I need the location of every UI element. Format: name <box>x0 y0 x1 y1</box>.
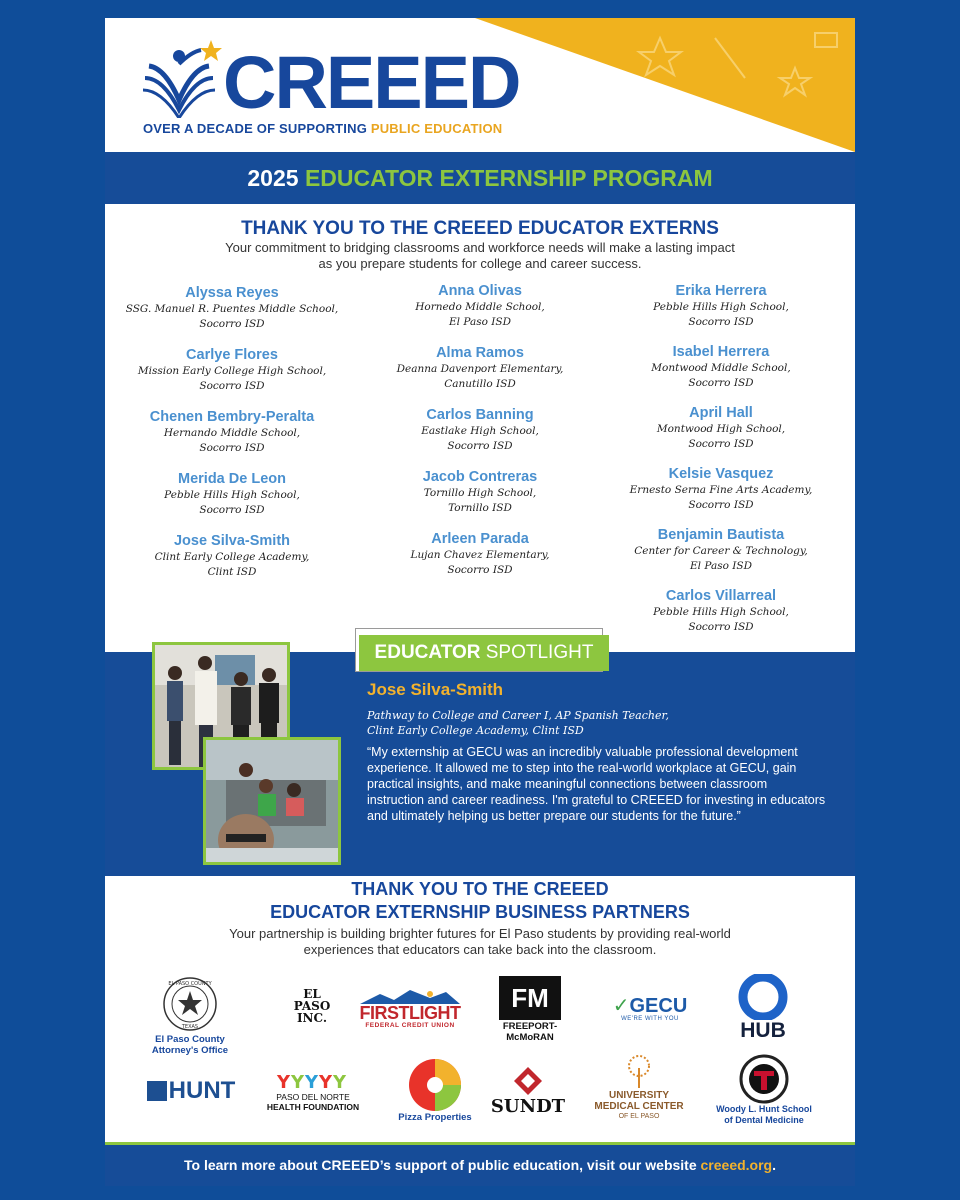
ttu-seal-icon <box>739 1054 789 1104</box>
extern-school: Hornedo Middle School, <box>415 301 545 313</box>
extern-school: Montwood High School, <box>656 423 786 435</box>
mountain-icon <box>360 990 460 1004</box>
gecu-check-icon: ✓ <box>612 995 630 1017</box>
extern-name: Benjamin Bautista <box>657 527 785 543</box>
partners-title-line1: THANK YOU TO THE CREEED <box>351 879 609 899</box>
tagline-accent: PUBLIC EDUCATION <box>370 121 503 136</box>
extern-entry <box>596 526 846 587</box>
extern-name: Merida De Leon <box>178 471 286 487</box>
extern-name: Jacob Contreras <box>422 469 538 485</box>
umc-tree-icon <box>624 1054 654 1090</box>
epc-line1: El Paso County <box>155 1034 225 1045</box>
extern-name: Carlye Flores <box>186 347 278 363</box>
program-band <box>105 152 855 204</box>
spotlight-role <box>367 708 807 738</box>
extern-district: Socorro ISD <box>447 564 513 576</box>
extern-entry <box>107 284 357 346</box>
svg-text:Y: Y <box>277 1072 291 1092</box>
svg-text:Y: Y <box>333 1072 347 1092</box>
extern-entry <box>107 532 357 594</box>
extern-school: Pebble Hills High School, <box>653 606 789 618</box>
tagline-main: OVER A DECADE OF SUPPORTING <box>143 121 371 136</box>
extern-name: Kelsie Vasquez <box>668 466 774 482</box>
svg-text:Y: Y <box>305 1072 319 1092</box>
svg-text:Y: Y <box>291 1072 305 1092</box>
freeport-logo <box>497 976 563 1043</box>
freeport-name <box>497 1021 563 1043</box>
hunt-lockup <box>141 1079 241 1103</box>
extern-district: Canutillo ISD <box>444 378 516 390</box>
spotlight-quote: “My externship at GECU was an incredibly valuable professional development experience. It allowed me to step into the real-world workplace at GECU, gain practical insights, and make meaningful connections between classroom instruction and career readiness. I'm grateful to CREEED for investing in educators and ultimately helping us better prepare our students for the future.” <box>367 745 826 823</box>
extern-district: Socorro ISD <box>688 621 754 633</box>
el-paso-county-logo <box>145 976 235 1056</box>
spotlight-badge-light: SPOTLIGHT <box>480 642 594 663</box>
partners-title <box>105 878 855 924</box>
gecu-name <box>599 996 701 1016</box>
svg-text:Y: Y <box>319 1072 333 1092</box>
extern-entry <box>596 465 846 526</box>
extern-name: Jose Silva-Smith <box>173 533 291 549</box>
footer <box>105 1142 855 1186</box>
pdn-line2: HEALTH FOUNDATION <box>266 1102 360 1112</box>
extern-name: Arleen Parada <box>431 531 529 547</box>
umc-line1: UNIVERSITY <box>608 1090 669 1101</box>
extern-school: Clint Early College Academy, <box>154 551 310 563</box>
extern-school: SSG. Manuel R. Puentes Middle School, <box>125 303 339 315</box>
pizza-properties-logo <box>385 1058 485 1123</box>
creeed-logo-text: CREEED <box>223 41 520 124</box>
hub-name: HUB <box>740 1019 786 1042</box>
externs-column-3 <box>596 282 846 648</box>
extern-entry <box>355 530 605 592</box>
spotlight-role-line1: Pathway to College and Career I, AP Spanish Teacher, <box>367 709 670 722</box>
partners-title-line2: EDUCATOR EXTERNSHIP BUSINESS PARTNERS <box>270 902 690 922</box>
spotlight-badge-bold: EDUCATOR <box>374 642 481 663</box>
footer-end: . <box>772 1157 776 1173</box>
extern-entry <box>596 282 846 343</box>
extern-entry <box>107 470 357 532</box>
extern-school: Pebble Hills High School, <box>164 489 300 501</box>
elpasoinc-line1: EL <box>303 987 321 1001</box>
elpasoinc-line3: INC. <box>296 1011 328 1025</box>
extern-district: Clint ISD <box>207 566 257 578</box>
firstlight-logo <box>358 990 462 1029</box>
firstlight-name: FIRSTLIGHT <box>359 1003 461 1023</box>
freeport-line1: FREEPORT- <box>502 1021 558 1032</box>
extern-entry <box>596 343 846 404</box>
pdn-line1: PASO DEL NORTE <box>276 1092 350 1102</box>
spotlight-name: Jose Silva-Smith <box>367 680 504 699</box>
pizza-slice-icon <box>405 1058 465 1112</box>
extern-entry <box>596 587 846 648</box>
county-seal-icon <box>162 976 218 1032</box>
extern-district: Tornillo ISD <box>448 502 512 514</box>
elpasoinc-line2: PASO <box>293 999 331 1013</box>
extern-district: Socorro ISD <box>199 318 265 330</box>
hunt-name: HUNT <box>168 1077 236 1104</box>
extern-district: Socorro ISD <box>688 499 754 511</box>
extern-school: Hernando Middle School, <box>163 427 301 439</box>
extern-entry <box>355 282 605 344</box>
pdn-logo <box>263 1068 363 1112</box>
extern-district: Socorro ISD <box>199 504 265 516</box>
sundt-mark-icon <box>513 1066 543 1096</box>
seal-bottom-text: TEXAS <box>181 1024 199 1030</box>
hunt-mark-icon <box>147 1081 167 1101</box>
extern-name: Anna Olivas <box>438 283 522 299</box>
extern-district: Socorro ISD <box>688 316 754 328</box>
epc-name <box>145 1034 235 1056</box>
externs-title: THANK YOU TO THE CREEED EDUCATOR EXTERNS <box>241 218 719 239</box>
program-year: 2025 <box>247 165 305 191</box>
externs-subtitle: Your commitment to bridging classrooms and workforce needs will make a lasting impact as you prepare students for college and career success. <box>225 240 735 271</box>
extern-entry <box>596 404 846 465</box>
extern-entry <box>355 344 605 406</box>
extern-school: Center for Career & Technology, <box>634 545 808 557</box>
extern-district: Socorro ISD <box>688 438 754 450</box>
extern-school: Ernesto Serna Fine Arts Academy, <box>629 484 813 496</box>
extern-entry <box>355 468 605 530</box>
spotlight-badge <box>359 635 609 671</box>
extern-name: Alyssa Reyes <box>185 285 279 301</box>
epc-line2: Attorney's Office <box>151 1045 229 1056</box>
ttu-dental-logo <box>705 1054 823 1126</box>
extern-entry <box>107 408 357 470</box>
extern-district: Socorro ISD <box>199 442 265 454</box>
extern-entry <box>355 406 605 468</box>
extern-name: Erika Herrera <box>675 283 767 299</box>
footer-text: To learn more about CREEED’s support of public education, visit our website <box>184 1157 701 1173</box>
gecu-text: GECU <box>629 995 688 1017</box>
umc-line3: OF EL PASO <box>618 1113 660 1120</box>
tagline <box>143 121 502 136</box>
partners-subtitle: Your partnership is building brighter futures for El Paso students by providing real-world experiences that educators can take back into the classroom. <box>229 926 731 957</box>
freeport-line2: McMoRAN <box>506 1032 554 1043</box>
extern-district: Socorro ISD <box>199 380 265 392</box>
sundt-name: SUNDT <box>490 1096 566 1117</box>
extern-district: El Paso ISD <box>689 560 753 572</box>
hunt-logo <box>141 1079 241 1103</box>
externs-column-1 <box>107 284 357 594</box>
extern-entry <box>107 346 357 408</box>
fm-mark-icon: FM <box>499 976 561 1020</box>
sundt-logo <box>483 1066 573 1117</box>
website-link[interactable]: creeed.org <box>700 1157 773 1173</box>
extern-name: April Hall <box>689 405 753 421</box>
extern-district: Socorro ISD <box>688 377 754 389</box>
el-paso-inc-logo <box>282 988 342 1024</box>
selfie-photo-image <box>206 740 338 862</box>
extern-school: Lujan Chavez Elementary, <box>410 549 550 561</box>
extern-name: Alma Ramos <box>436 345 524 361</box>
extern-school: Montwood Middle School, <box>651 362 791 374</box>
pdn-figures-icon <box>273 1068 353 1092</box>
ttu-line2: of Dental Medicine <box>724 1115 804 1125</box>
selfie-photo <box>203 737 341 865</box>
creeed-book-icon <box>141 38 223 118</box>
ttu-line1: Woody L. Hunt School <box>716 1104 812 1114</box>
seal-top-text: EL PASO COUNTY <box>168 981 212 987</box>
hub-logo <box>733 974 793 1042</box>
externs-column-2 <box>355 282 605 592</box>
extern-school: Eastlake High School, <box>421 425 539 437</box>
extern-name: Chenen Bembry-Peralta <box>149 409 315 425</box>
header <box>105 18 855 152</box>
extern-name: Carlos Banning <box>426 407 534 423</box>
gecu-logo <box>599 996 701 1022</box>
extern-district: Socorro ISD <box>447 440 513 452</box>
gecu-sub: WE'RE WITH YOU <box>621 1016 679 1022</box>
extern-school: Mission Early College High School, <box>137 365 327 377</box>
flyer-card <box>105 18 855 1186</box>
spotlight-role-line2: Clint Early College Academy, Clint ISD <box>367 724 584 737</box>
extern-name: Isabel Herrera <box>672 344 770 360</box>
extern-school: Tornillo High School, <box>423 487 537 499</box>
umc-logo <box>587 1054 691 1122</box>
program-title: EDUCATOR EXTERNSHIP PROGRAM <box>304 165 713 191</box>
extern-district: El Paso ISD <box>448 316 512 328</box>
umc-line2: MEDICAL CENTER <box>594 1101 684 1112</box>
hub-ring-icon <box>738 974 788 1020</box>
firstlight-sub: FEDERAL CREDIT UNION <box>365 1022 455 1029</box>
extern-name: Carlos Villarreal <box>665 588 777 604</box>
pizza-name: Pizza Properties <box>398 1112 472 1123</box>
extern-school: Deanna Davenport Elementary, <box>396 363 564 375</box>
extern-school: Pebble Hills High School, <box>653 301 789 313</box>
